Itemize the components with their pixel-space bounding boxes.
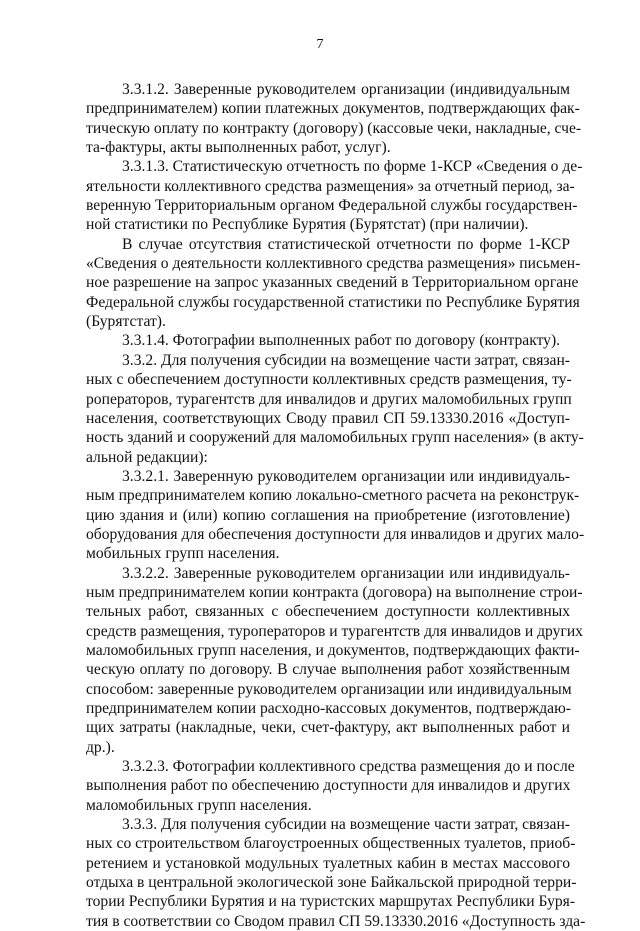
para-3-3-1-3 (86, 157, 583, 234)
text-line: Федеральной службы государственной статистики по Республике Бурятия (86, 293, 580, 311)
text-line: мобильных групп населения. (86, 545, 280, 563)
text-line: средств размещения, туроператоров и турагентств для инвалидов и других (86, 622, 583, 640)
para-3-3-2 (86, 351, 584, 467)
text-line: тия в соответствии со Сводом правил СП 59.13330.2016 «Доступность зда- (86, 912, 586, 930)
text-line: ность зданий и сооружений для маломобильных групп населения» (в акту- (86, 429, 584, 447)
text-line: 3.3.1.3. Статистическую отчетность по форме 1-КСР «Сведения о де- (122, 158, 583, 176)
text-line: «Сведения о деятельности коллективного средства размещения» письмен- (86, 255, 581, 273)
text-line: 3.3.3. Для получения субсидии на возмещение части затрат, связан- (122, 816, 570, 834)
text-line: ческую оплату по договору. В случае выполнения работ хозяйственным (86, 661, 570, 679)
text-line: оборудования для обеспечения доступности для инвалидов и других мало- (86, 525, 585, 543)
text-line: маломобильных групп населения, и документов, подтверждающих факти- (86, 641, 580, 659)
text-line: 3.3.1.4. Фотографии выполненных работ по договору (контракту). (122, 332, 561, 350)
text-line: 3.3.2. Для получения субсидии на возмещение части затрат, связан- (122, 351, 570, 369)
text-line: предпринимателем копии расходно-кассовых документов, подтверждаю- (86, 700, 571, 717)
text-line: ятельности коллективного средства размещения» за отчетный период, за- (86, 177, 575, 195)
text-line: ретением и установкой модульных туалетных кабин в местах массового (86, 854, 570, 872)
text-line: ных со строительством благоустроенных общественных туалетов, приоб- (86, 835, 576, 853)
text-line: веренную Территориальным органом Федеральной службы государствен- (86, 197, 578, 215)
text-line: альной редакции): (86, 448, 208, 466)
text-line: ным предпринимателем копию локально-сметного расчета на реконструк- (86, 487, 580, 505)
text-line: В случае отсутствия статистической отчетности по форме 1-КСР (122, 235, 570, 253)
text-line: ное разрешение на запрос указанных сведений в Территориальном органе (86, 274, 579, 292)
text-line: др.). (86, 738, 115, 756)
text-line: роператоров, турагентств для инвалидов и других маломобильных групп (86, 390, 572, 408)
para-3-3-2-2 (86, 564, 583, 757)
text-line: 3.3.2.3. Фотографии коллективного средства размещения до и после (122, 758, 575, 776)
text-line: та-фактуры, акты выполненных работ, услуг). (86, 139, 391, 157)
text-line: отдыха в центральной экологической зоне Байкальской природной терри- (86, 874, 577, 892)
text-line: цию здания и (или) копию соглашения на приобретение (изготовление) (86, 506, 570, 524)
text-line: 3.3.2.1. Заверенную руководителем организации или индивидуаль- (122, 467, 570, 485)
text-line: тории Республики Бурятия и на туристских маршрутах Республики Буря- (86, 893, 576, 911)
text-line: тельных работ, связанных с обеспечением доступности коллективных (86, 603, 570, 621)
text-line: населения, соответствующих Своду правил СП 59.13330.2016 «Доступ- (86, 409, 570, 427)
para-3-3-2-3 (86, 757, 575, 815)
page-number: 7 (316, 37, 324, 52)
text-line: 3.3.2.2. Заверенные руководителем организации или индивидуаль- (122, 564, 570, 582)
text-line: ных с обеспечением доступности коллективных средств размещения, ту- (86, 371, 572, 389)
text-line: 3.3.1.2. Заверенные руководителем организации (индивидуальным (122, 81, 570, 98)
text-line: предпринимателем) копии платежных документов, подтверждающих фак- (86, 100, 580, 118)
text-line: ной статистики по Республике Бурятия (Бурятстат) (при наличии). (86, 216, 529, 234)
para-3-3-1-4 (86, 331, 570, 350)
body-text (86, 80, 586, 931)
text-line: маломобильных групп населения. (86, 796, 312, 814)
para-3-3-2-1 (86, 467, 585, 564)
text-line: (Бурятстат). (86, 313, 166, 331)
text-line: щих затраты (накладные, чеки, счет-фактуру, акт выполненных работ и (86, 719, 570, 737)
text-line: ным предпринимателем копии контракта (договора) на выполнение строи- (86, 583, 583, 601)
para-3-3-3 (86, 815, 586, 931)
text-line: способом: заверенные руководителем организации или индивидуальным (86, 680, 572, 698)
text-line: выполнения работ по обеспечению доступности для инвалидов и других (86, 777, 571, 795)
text-line: тическую оплату по контракту (договору) (кассовые чеки, накладные, сче- (86, 119, 582, 137)
para-3-3-1-2 (86, 80, 582, 157)
para-absence-case (86, 235, 581, 332)
